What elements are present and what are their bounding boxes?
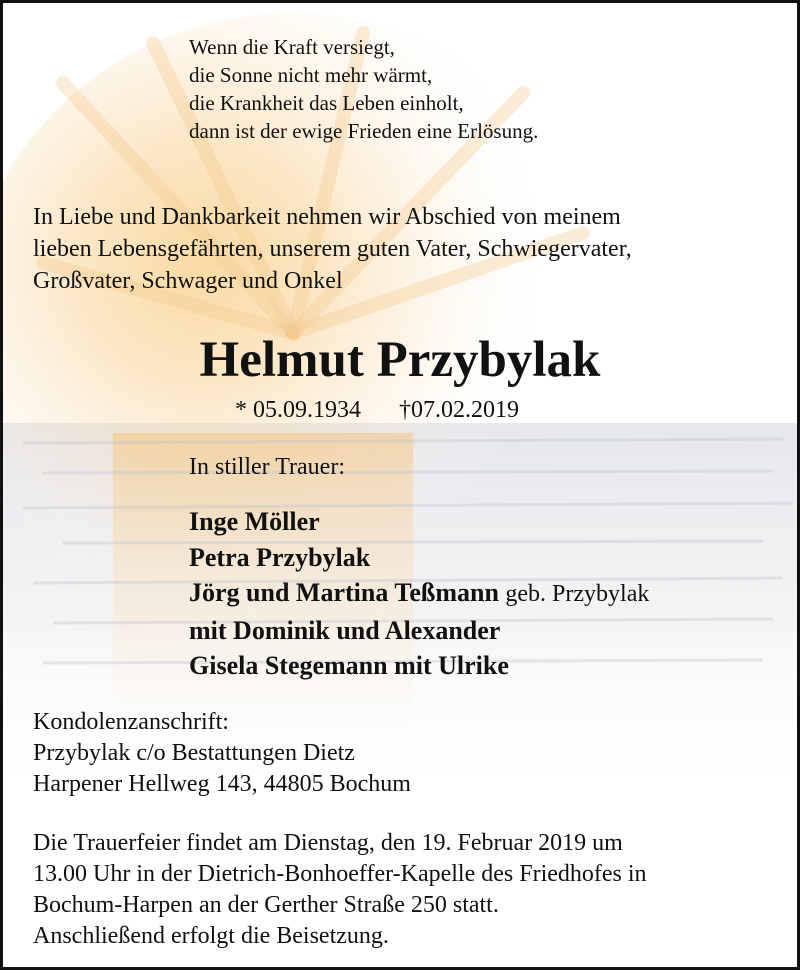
farewell-intro xyxy=(33,201,632,297)
mourner-name: Petra Przybylak xyxy=(189,542,371,572)
life-dates xyxy=(235,395,519,425)
ceremony-line: Anschließend erfolgt die Beisetzung. xyxy=(33,923,389,949)
poem-verse xyxy=(189,33,538,145)
intro-line: lieben Lebensgefährten, unserem guten Vater, Schwiegervater, xyxy=(33,236,632,262)
condolence-line: Przybylak c/o Bestattungen Dietz xyxy=(33,740,355,766)
intro-line: Großvater, Schwager und Onkel xyxy=(33,268,343,294)
intro-line: In Liebe und Dankbarkeit nehmen wir Abschied von meinem xyxy=(33,204,621,230)
death-date: †07.02.2019 xyxy=(399,397,519,423)
mourner-name: Inge Möller xyxy=(189,507,320,536)
maiden-name-note: geb. Przybylak xyxy=(505,581,650,607)
ceremony-info xyxy=(33,828,647,952)
condolence-address xyxy=(33,707,411,800)
mourning-label: In stiller Trauer: xyxy=(189,454,345,480)
mourners-list xyxy=(189,504,649,684)
mourner-line xyxy=(189,575,649,613)
poem-line: Wenn die Kraft versiegt, xyxy=(189,35,395,59)
mourner-name: Gisela Stegemann mit Ulrike xyxy=(189,651,509,680)
ceremony-line: 13.00 Uhr in der Dietrich-Bonhoeffer-Kapelle des Friedhofes in xyxy=(33,861,647,887)
mourner-name: mit Dominik und Alexander xyxy=(189,615,501,645)
poem-line: die Sonne nicht mehr wärmt, xyxy=(189,63,433,87)
condolence-line: Kondolenzanschrift: xyxy=(33,709,229,735)
condolence-line: Harpener Hellweg 143, 44805 Bochum xyxy=(33,771,411,797)
deceased-name: Helmut Przybylak xyxy=(199,332,601,388)
poem-line: dann ist der ewige Frieden eine Erlösung. xyxy=(189,119,539,143)
birth-date: * 05.09.1934 xyxy=(235,397,361,423)
ceremony-line: Bochum-Harpen an der Gerther Straße 250 statt. xyxy=(33,892,499,918)
obituary-content xyxy=(3,3,797,967)
ceremony-line: Die Trauerfeier findet am Dienstag, den 19. Februar 2019 um xyxy=(33,830,623,856)
mourner-name: Jörg und Martina Teßmann xyxy=(189,578,499,607)
poem-line: die Krankheit das Leben einholt, xyxy=(189,91,464,115)
